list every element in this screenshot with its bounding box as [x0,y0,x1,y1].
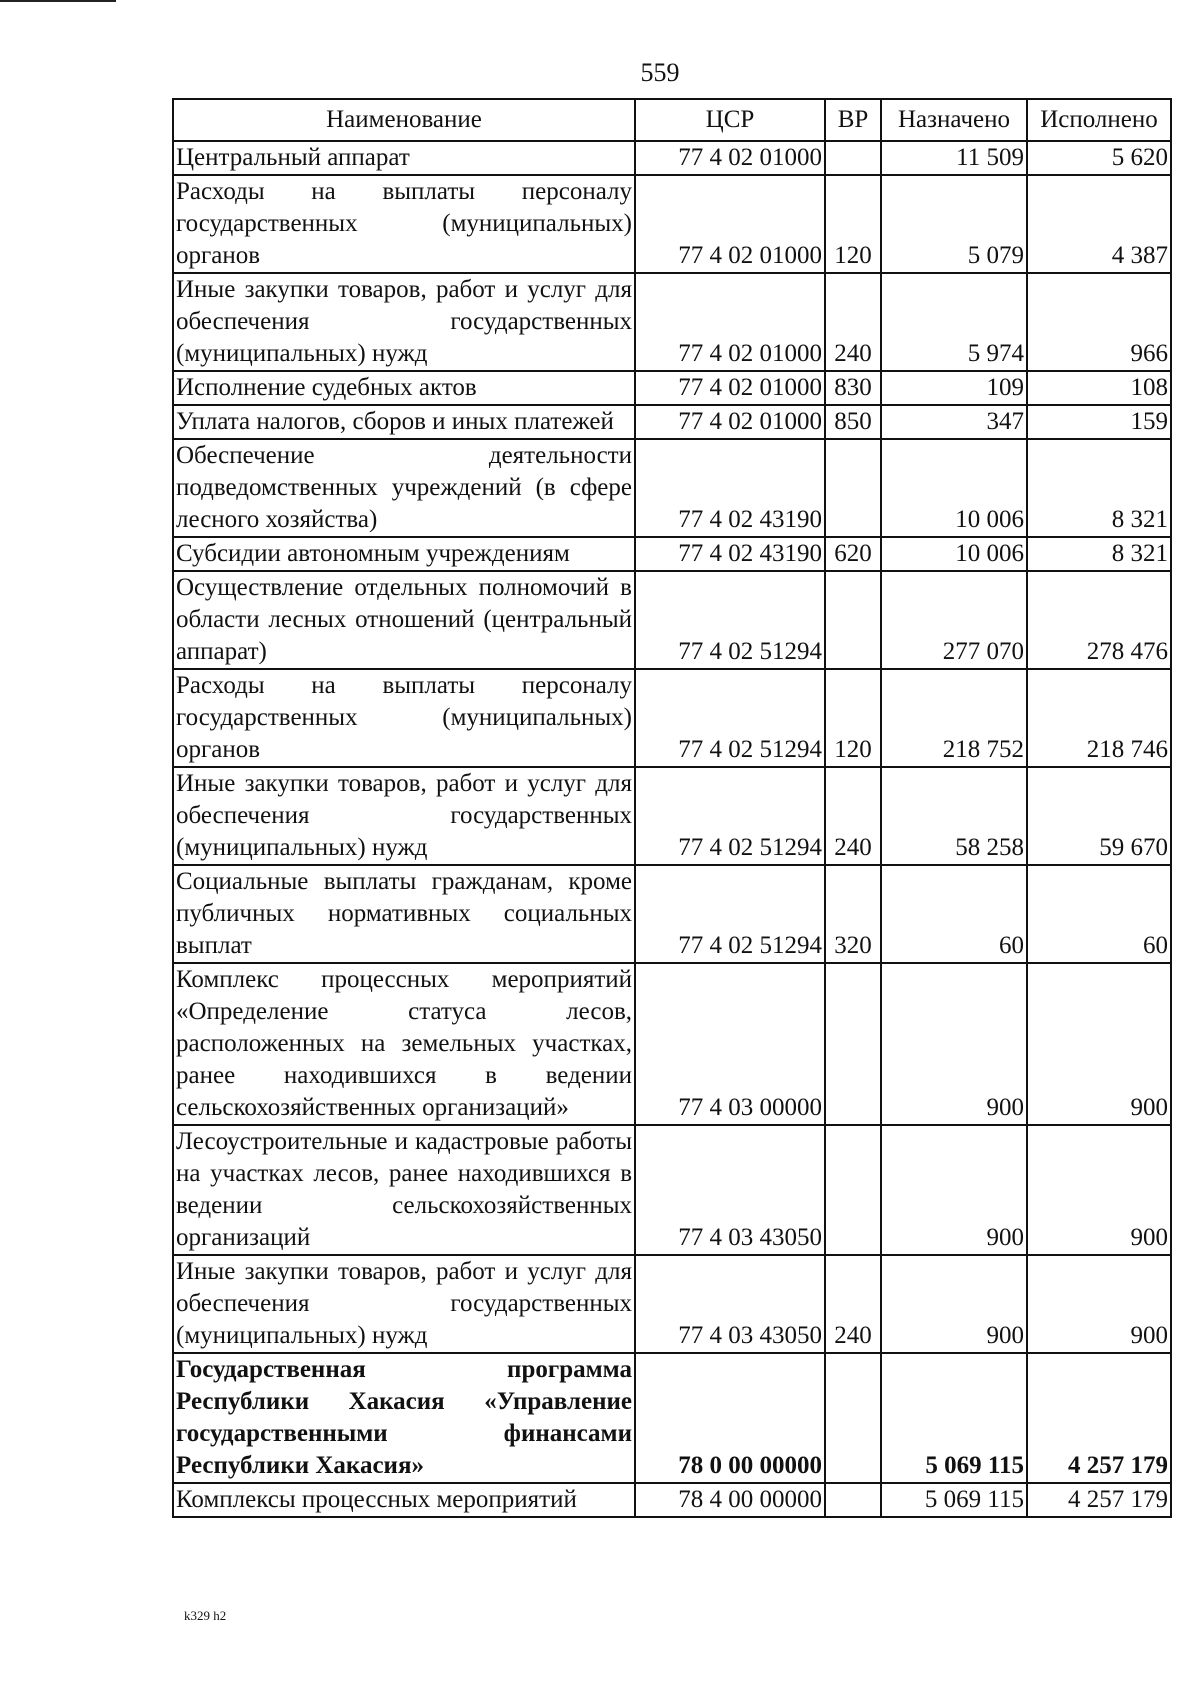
row-name: Субсидии автономным учреждениям [173,537,635,571]
table-row [173,1353,1171,1483]
row-vr: 620 [825,537,881,571]
row-csr: 77 4 03 00000 [635,963,825,1125]
row-name: Осуществление отдельных полномочий в области лесных отношений (центральный аппарат) [173,571,635,669]
row-vr: 240 [825,767,881,865]
row-name: Иные закупки товаров, работ и услуг для обеспечения государственных (муниципальных) нужд [173,767,635,865]
row-csr: 78 4 00 00000 [635,1483,825,1517]
footer-code: k329 h2 [184,1608,227,1623]
table-row [173,767,1171,865]
table-body [173,141,1171,1517]
row-csr: 77 4 02 51294 [635,767,825,865]
row-planned: 5 079 [881,175,1027,273]
row-vr [825,1125,881,1255]
table-row [173,141,1171,175]
table-row [173,571,1171,669]
row-vr [825,963,881,1125]
row-planned: 58 258 [881,767,1027,865]
table-row [173,1255,1171,1353]
table-row [173,371,1171,405]
row-csr: 77 4 02 43190 [635,439,825,537]
row-planned: 900 [881,1255,1027,1353]
table-row [173,1483,1171,1517]
row-vr: 240 [825,1255,881,1353]
row-vr [825,1483,881,1517]
row-executed: 900 [1027,1255,1171,1353]
row-planned: 900 [881,963,1027,1125]
header-name: Наименование [173,99,635,141]
row-vr: 120 [825,175,881,273]
row-executed: 4 387 [1027,175,1171,273]
row-csr: 77 4 02 01000 [635,371,825,405]
table-row [173,175,1171,273]
row-name: Иные закупки товаров, работ и услуг для обеспечения государственных (муниципальных) нужд [173,1255,635,1353]
table-header-row [173,99,1171,141]
row-name: Социальные выплаты гражданам, кроме публичных нормативных социальных выплат [173,865,635,963]
row-planned: 10 006 [881,439,1027,537]
row-csr: 77 4 02 51294 [635,865,825,963]
row-planned: 218 752 [881,669,1027,767]
row-vr [825,571,881,669]
table-row [173,963,1171,1125]
row-planned: 347 [881,405,1027,439]
row-vr [825,141,881,175]
row-csr: 77 4 02 01000 [635,141,825,175]
row-name: Лесоустроительные и кадастровые работы на участках лесов, ранее находившихся в ведении сельскохозяйственных организаций [173,1125,635,1255]
row-vr [825,439,881,537]
row-executed: 60 [1027,865,1171,963]
row-csr: 77 4 02 51294 [635,571,825,669]
row-name: Обеспечение деятельности подведомственных учреждений (в сфере лесного хозяйства) [173,439,635,537]
table-row [173,405,1171,439]
row-executed: 966 [1027,273,1171,371]
row-planned: 11 509 [881,141,1027,175]
row-executed: 159 [1027,405,1171,439]
row-planned: 277 070 [881,571,1027,669]
row-planned: 5 069 115 [881,1483,1027,1517]
budget-table [172,98,1172,1518]
row-vr [825,1353,881,1483]
row-planned: 900 [881,1125,1027,1255]
row-executed: 900 [1027,1125,1171,1255]
row-csr: 77 4 02 01000 [635,175,825,273]
row-executed: 108 [1027,371,1171,405]
row-name: Центральный аппарат [173,141,635,175]
scan-edge-mark [0,0,116,2]
row-name: Иные закупки товаров, работ и услуг для обеспечения государственных (муниципальных) нужд [173,273,635,371]
row-planned: 60 [881,865,1027,963]
row-csr: 77 4 02 43190 [635,537,825,571]
header-planned: Назначено [881,99,1027,141]
row-name: Комплекс процессных мероприятий «Определение статуса лесов, расположенных на земельных участках, ранее находившихся в ведении сельскохозяйственных организаций» [173,963,635,1125]
row-executed: 218 746 [1027,669,1171,767]
row-name: Уплата налогов, сборов и иных платежей [173,405,635,439]
row-csr: 77 4 02 01000 [635,405,825,439]
header-vr: ВР [825,99,881,141]
row-planned: 10 006 [881,537,1027,571]
table-row [173,537,1171,571]
row-csr: 78 0 00 00000 [635,1353,825,1483]
row-planned: 109 [881,371,1027,405]
row-vr: 830 [825,371,881,405]
row-planned: 5 974 [881,273,1027,371]
row-vr: 850 [825,405,881,439]
table-row [173,439,1171,537]
table-row [173,273,1171,371]
row-name: Комплексы процессных мероприятий [173,1483,635,1517]
row-csr: 77 4 02 51294 [635,669,825,767]
row-planned: 5 069 115 [881,1353,1027,1483]
row-executed: 4 257 179 [1027,1483,1171,1517]
row-executed: 8 321 [1027,537,1171,571]
row-executed: 5 620 [1027,141,1171,175]
row-name: Расходы на выплаты персоналу государственных (муниципальных) органов [173,175,635,273]
row-csr: 77 4 03 43050 [635,1125,825,1255]
row-executed: 278 476 [1027,571,1171,669]
row-vr: 240 [825,273,881,371]
row-name: Исполнение судебных актов [173,371,635,405]
header-executed: Исполнено [1027,99,1171,141]
header-csr: ЦСР [635,99,825,141]
row-executed: 59 670 [1027,767,1171,865]
row-executed: 4 257 179 [1027,1353,1171,1483]
row-vr: 120 [825,669,881,767]
table-row [173,669,1171,767]
row-executed: 8 321 [1027,439,1171,537]
row-executed: 900 [1027,963,1171,1125]
page-number: 559 [640,58,680,87]
row-name: Расходы на выплаты персоналу государственных (муниципальных) органов [173,669,635,767]
table-row [173,1125,1171,1255]
table-row [173,865,1171,963]
row-vr: 320 [825,865,881,963]
row-csr: 77 4 02 01000 [635,273,825,371]
row-name: Государственная программа Республики Хакасия «Управление государственными финансами Республики Хакасия» [173,1353,635,1483]
row-csr: 77 4 03 43050 [635,1255,825,1353]
